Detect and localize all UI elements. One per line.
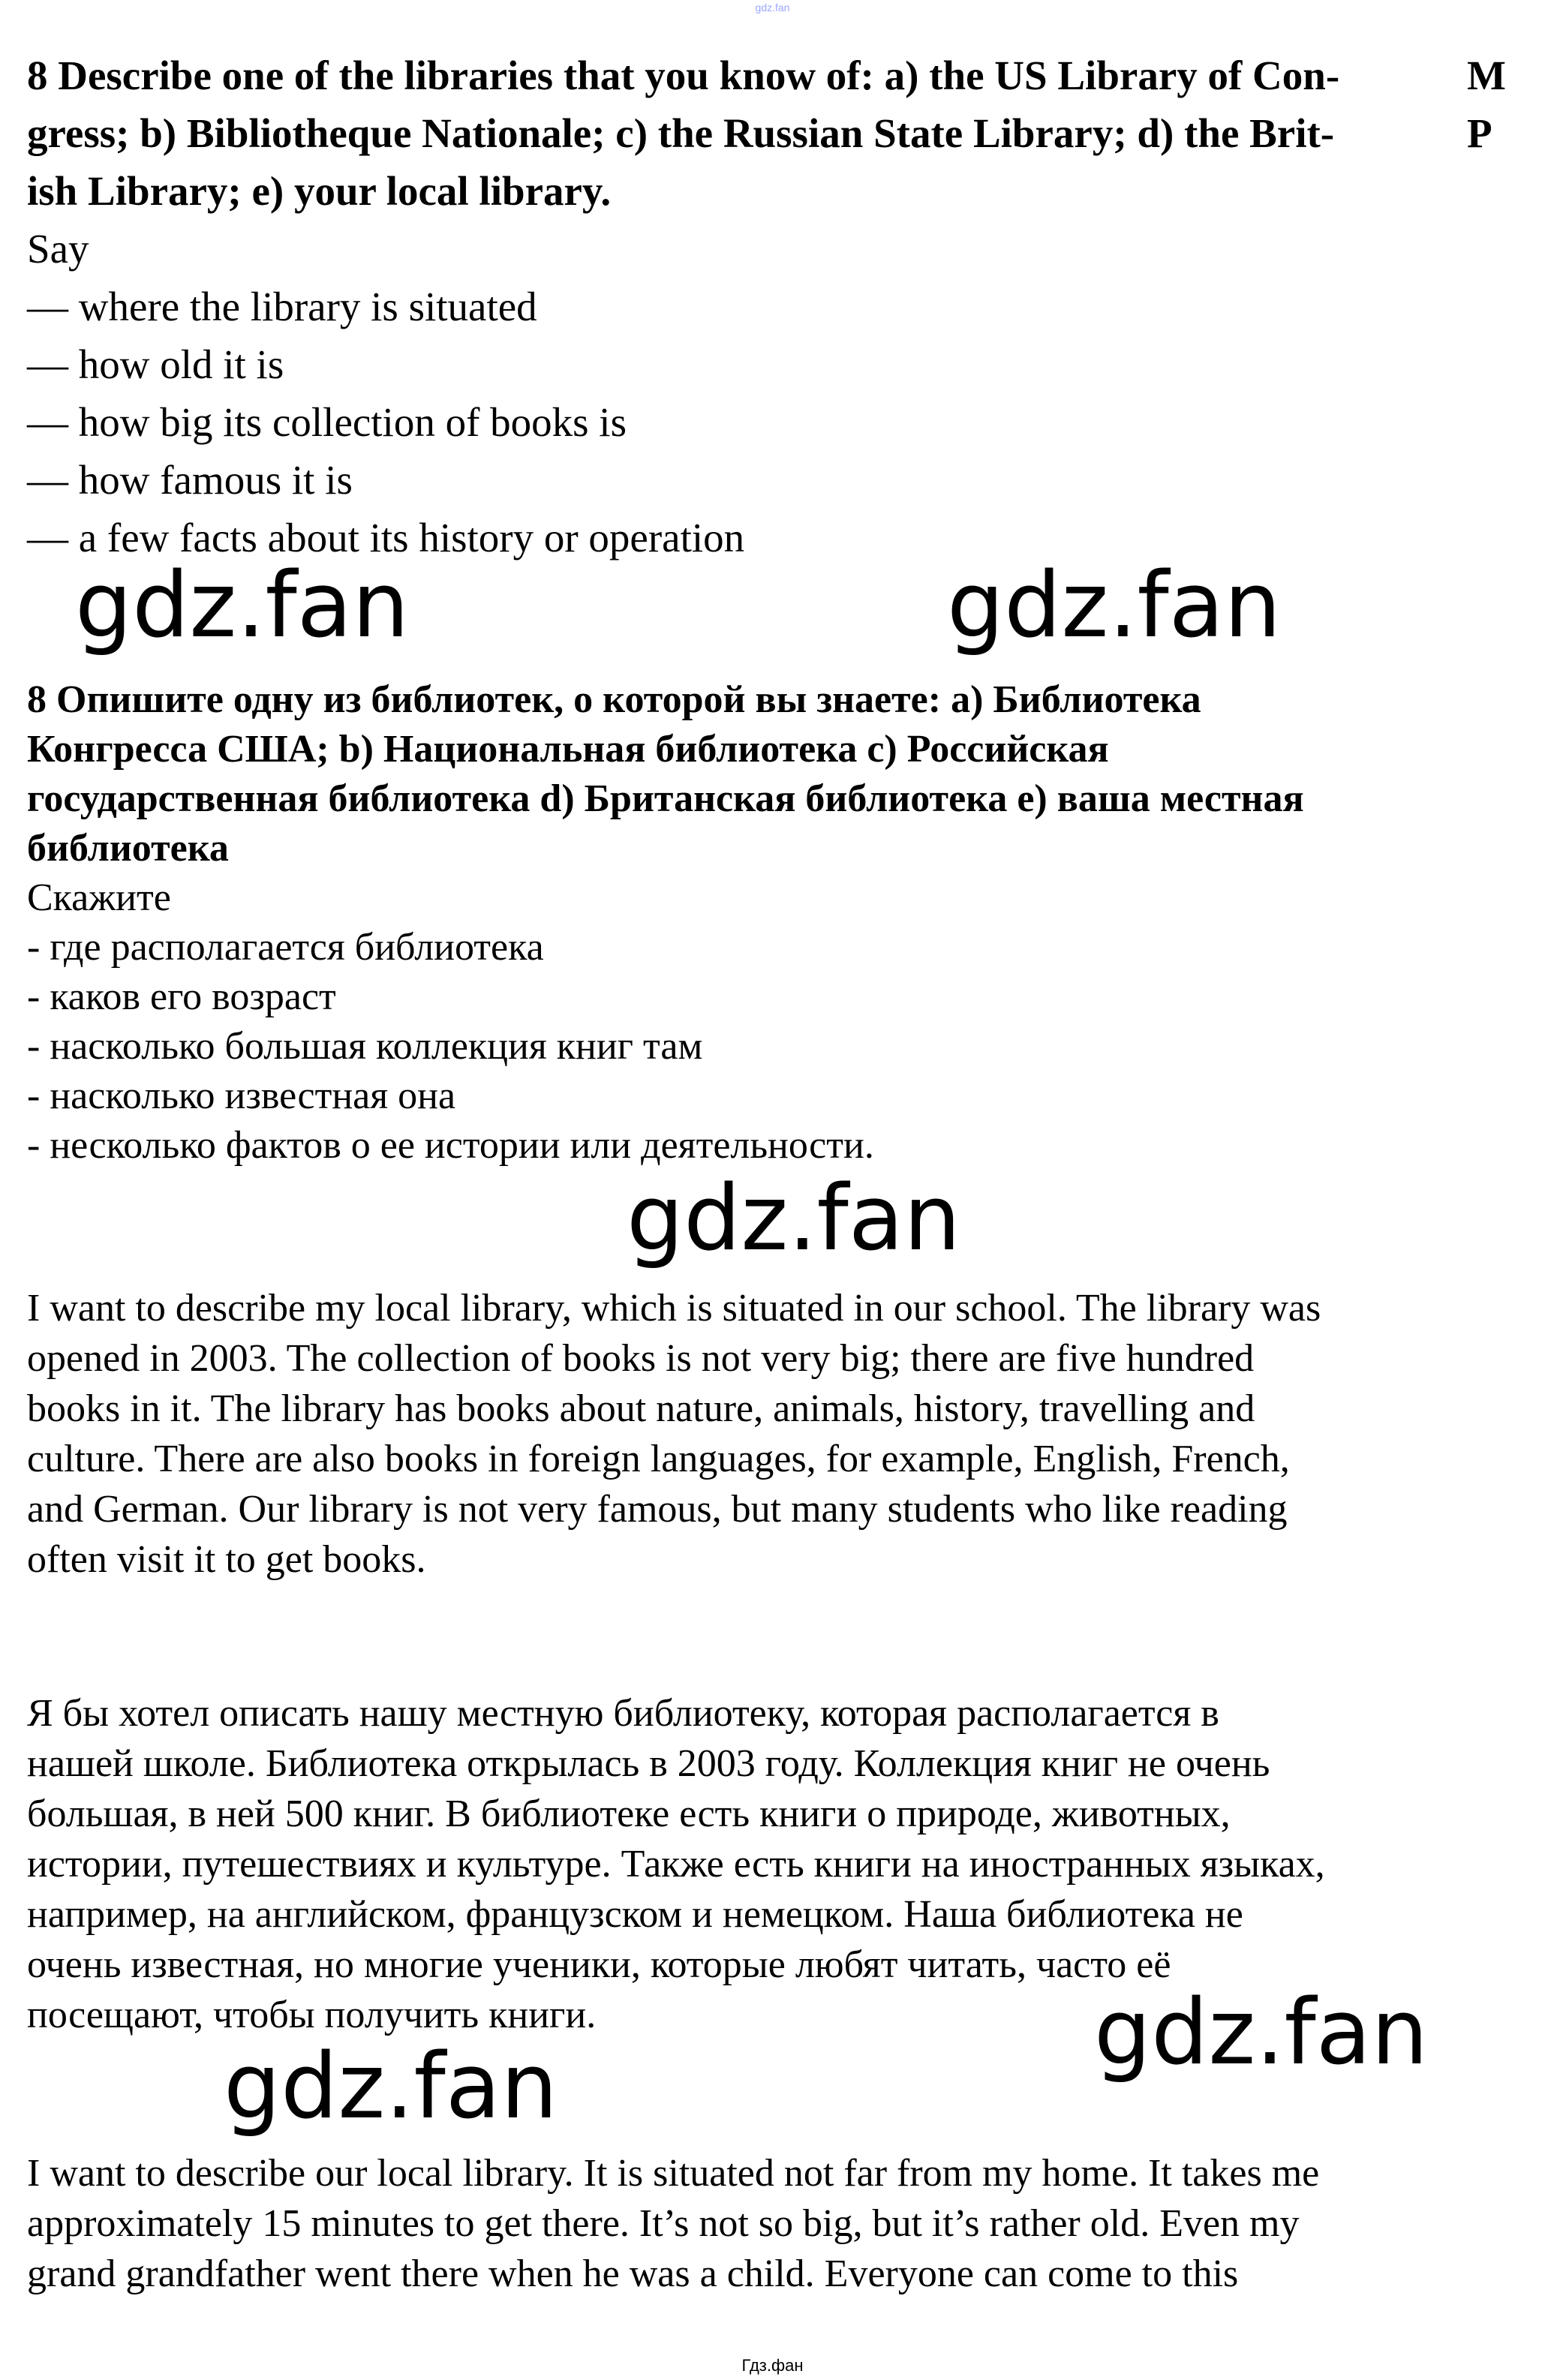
answer2-en-line: approximately 15 minutes to get there. It’s not so big, but it’s rather old. Even my (27, 2202, 1300, 2245)
answer1-ru-line: например, на английском, французском и немецком. Наша библиотека не (27, 1893, 1243, 1936)
task-en-item: — how famous it is (27, 457, 353, 503)
answer1-ru-line: большая, в ней 500 книг. В библиотеке есть книги о природе, животных, (27, 1793, 1231, 1835)
answer1-en-line: I want to describe my local library, which is situated in our school. The library was (27, 1287, 1321, 1330)
task-ru-heading-line-2: Конгресса США; b) Национальная библиотека c) Российская (27, 728, 1109, 771)
answer2-en-line: grand grandfather went there when he was a child. Everyone can come to this (27, 2252, 1239, 2295)
task-ru-say: Скажите (27, 876, 171, 919)
answer1-en-line: books in it. The library has books about nature, animals, history, travelling and (27, 1387, 1255, 1430)
answer1-ru-line: посещают, чтобы получить книги. (27, 1994, 597, 2036)
task-en-item: — how old it is (27, 341, 284, 387)
task-en-heading-line-2: gress; b) Bibliotheque Nationale; c) the Russian State Library; d) the Brit- (27, 110, 1335, 156)
answer1-ru-line: истории, путешествиях и культуре. Также есть книги на иностранных языках, (27, 1843, 1325, 1886)
answer1-ru-line: Я бы хотел описать нашу местную библиотеку, которая располагается в (27, 1692, 1219, 1735)
task-ru-item: - каков его возраст (27, 975, 336, 1018)
answer2-en-line: I want to describe our local library. It is situated not far from my home. It takes me (27, 2152, 1320, 2195)
watermark: gdz.fan (627, 1167, 961, 1271)
answer1-en-line: often visit it to get books. (27, 1538, 426, 1581)
watermark: gdz.fan (75, 554, 410, 658)
watermark: gdz.fan (224, 2035, 558, 2139)
task-en-item: — a few facts about its history or operation (27, 515, 745, 560)
answer1-en-line: and German. Our library is not very famous, but many students who like reading (27, 1488, 1288, 1531)
task-ru-heading-line-1: 8 Опишите одну из библиотек, о которой вы знаете: a) Библиотека (27, 678, 1201, 721)
margin-letter-m: M (1467, 53, 1506, 98)
task-en-item: — how big its collection of books is (27, 399, 627, 445)
task-ru-heading-line-4: библиотека (27, 827, 229, 870)
footer-watermark: Гдз.фан (741, 2356, 804, 2375)
task-ru-heading-line-3: государственная библиотека d) Британская библиотека e) ваша местная (27, 777, 1304, 820)
answer1-ru-line: нашей школе. Библиотека открылась в 2003 году. Коллекция книг не очень (27, 1742, 1270, 1785)
answer1-ru-line: очень известная, но многие ученики, которые любят читать, часто её (27, 1943, 1171, 1986)
task-en-say: Say (27, 226, 89, 272)
task-en-heading-line-3: ish Library; e) your local library. (27, 168, 612, 214)
task-en-item: — where the library is situated (27, 284, 537, 329)
watermark: gdz.fan (947, 554, 1282, 658)
margin-letter-p: P (1467, 110, 1492, 156)
answer1-en-line: culture. There are also books in foreign languages, for example, English, French, (27, 1438, 1290, 1480)
task-ru-item: - насколько большая коллекция книг там (27, 1025, 703, 1068)
header-watermark: gdz.fan (755, 2, 790, 14)
task-ru-item: - несколько фактов о ее истории или деятельности. (27, 1124, 874, 1167)
answer1-en-line: opened in 2003. The collection of books is not very big; there are five hundred (27, 1337, 1255, 1380)
task-ru-item: - где располагается библиотека (27, 926, 544, 969)
task-en-heading-line-1: 8 Describe one of the libraries that you know of: a) the US Library of Con- (27, 53, 1340, 98)
watermark: gdz.fan (1094, 1981, 1429, 2085)
task-ru-item: - насколько известная она (27, 1074, 456, 1117)
